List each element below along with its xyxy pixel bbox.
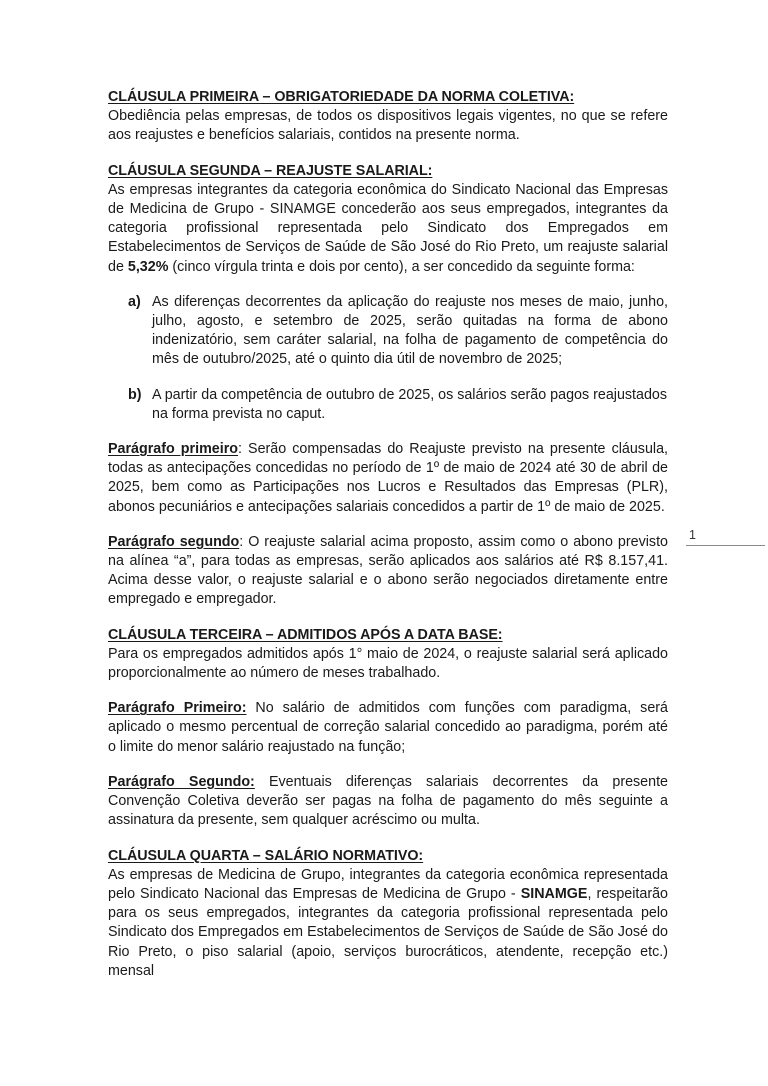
clause-body-quarta xyxy=(108,866,668,981)
page-number-value: 1 xyxy=(689,528,696,542)
paragraph-lead: Parágrafo primeiro xyxy=(108,441,239,458)
spacer xyxy=(108,370,668,386)
paragraph-lead: Parágrafo Segundo: xyxy=(108,773,255,790)
list-item-text: A partir da competência de outubro de 2025, os salários serão pagos reajustados na forma prevista no caput. xyxy=(152,386,668,422)
list-item-marker: a) xyxy=(128,293,141,310)
spacer xyxy=(108,424,668,440)
list-item-marker: b) xyxy=(128,386,142,403)
page-number-marker xyxy=(686,528,768,546)
clause-quarta-text-after: , respeitarão para os seus empregados, integrantes da categoria profissional representada pelo Sindicato dos Empregados em Estabelecimentos de Serviços de Saúde de São José do Rio Preto, o piso salarial (apoio, serviços burocráticos, atendente, recepção etc.) mensal xyxy=(108,885,668,979)
clause-body-primeira: Obediência pelas empresas, de todos os dispositivos legais vigentes, no que se refere aos reajustes e benefícios salariais, contidos na presente norma. xyxy=(108,108,668,144)
paragraph-segundo-terceira xyxy=(108,773,668,831)
spacer xyxy=(108,517,668,533)
clause-heading-segunda: CLÁUSULA SEGUNDA – REAJUSTE SALARIAL: xyxy=(108,162,433,179)
lettered-list xyxy=(108,293,668,424)
list-item xyxy=(108,386,668,424)
document-body xyxy=(108,88,668,981)
list-item-text: As diferenças decorrentes da aplicação do reajuste nos meses de maio, junho, julho, agosto, e setembro de 2025, serão quitadas na forma de abono indenizatório, sem caráter salarial, na folha de pagamento de competência do mês de outubro/2025, até o quinto dia útil de novembro de 2025; xyxy=(152,293,668,368)
clause-segunda-text-before: As empresas integrantes da categoria econômica do Sindicato Nacional das Empresas de Medicina de Grupo - SINAMGE concederão aos seus empregados, integrantes da categoria profissional representada pelo Sindicato dos Empregados em Estabelecimentos de Serviços de Saúde de São José do Rio Preto, um reajuste salarial de xyxy=(108,181,668,275)
spacer xyxy=(108,610,668,626)
list-item xyxy=(108,293,668,370)
paragraph-segundo-segunda xyxy=(108,533,668,610)
paragraph-primeiro-terceira xyxy=(108,699,668,757)
spacer xyxy=(108,146,668,162)
paragraph-text: No salário de admitidos com funções com paradigma, será aplicado o mesmo percentual de correção salarial concedido ao paradigma, porém até o limite do menor salário reajustado na função; xyxy=(108,700,668,755)
clause-heading-primeira: CLÁUSULA PRIMEIRA – OBRIGATORIEDADE DA NORMA COLETIVA: xyxy=(108,89,575,105)
spacer xyxy=(108,831,668,847)
clause-body-terceira: Para os empregados admitidos após 1° maio de 2024, o reajuste salarial será aplicado proporcionalmente ao número de meses trabalhado. xyxy=(108,645,668,682)
clause-quarta-text-before: As empresas de Medicina de Grupo, integrantes da categoria econômica representada pelo Sindicato Nacional das Empresas de Medicina de Grupo - xyxy=(108,866,668,902)
paragraph-lead: Parágrafo Primeiro: xyxy=(108,700,247,717)
paragraph-text: Eventuais diferenças salariais decorrentes da presente Convenção Coletiva deverão ser pagas na folha de pagamento do mês seguinte a assinatura da presente, sem qualquer acréscimo ou multa. xyxy=(108,773,669,829)
paragraph-primeiro-segunda xyxy=(108,440,668,517)
spacer xyxy=(108,757,668,773)
clause-body-segunda xyxy=(108,181,668,277)
page-number-rule xyxy=(686,545,765,546)
paragraph-lead: Parágrafo segundo xyxy=(108,533,240,550)
clause-heading-terceira: CLÁUSULA TERCEIRA – ADMITIDOS APÓS A DATA BASE: xyxy=(108,626,503,643)
clause-segunda-text-after: (cinco vírgula trinta e dois por cento), a ser concedido da seguinte forma: xyxy=(168,258,635,275)
paragraph-text: : O reajuste salarial acima proposto, assim como o abono previsto na alínea “a”, para todas as empresas, serão aplicados aos salários até R$ 8.157,41. Acima desse valor, o reajuste salarial e o abono serão negociados diretamente entre empregado e empregador. xyxy=(108,533,668,608)
paragraph-text: : Serão compensadas do Reajuste previsto na presente cláusula, todas as antecipações concedidas no período de 1º de maio de 2024 até 30 de abril de 2025, bem como as Participações nos Lucros e Resultados das Empresas (PLR), abonos pecuniários e antecipações salariais concedidos a partir de 1º de maio de 2025. xyxy=(108,441,668,515)
reajuste-percent-value: 5,32% xyxy=(127,258,169,275)
clause-heading-quarta: CLÁUSULA QUARTA – SALÁRIO NORMATIVO: xyxy=(108,847,424,864)
spacer xyxy=(108,683,668,699)
spacer xyxy=(108,277,668,293)
sinamge-emphasis: SINAMGE xyxy=(520,885,588,902)
